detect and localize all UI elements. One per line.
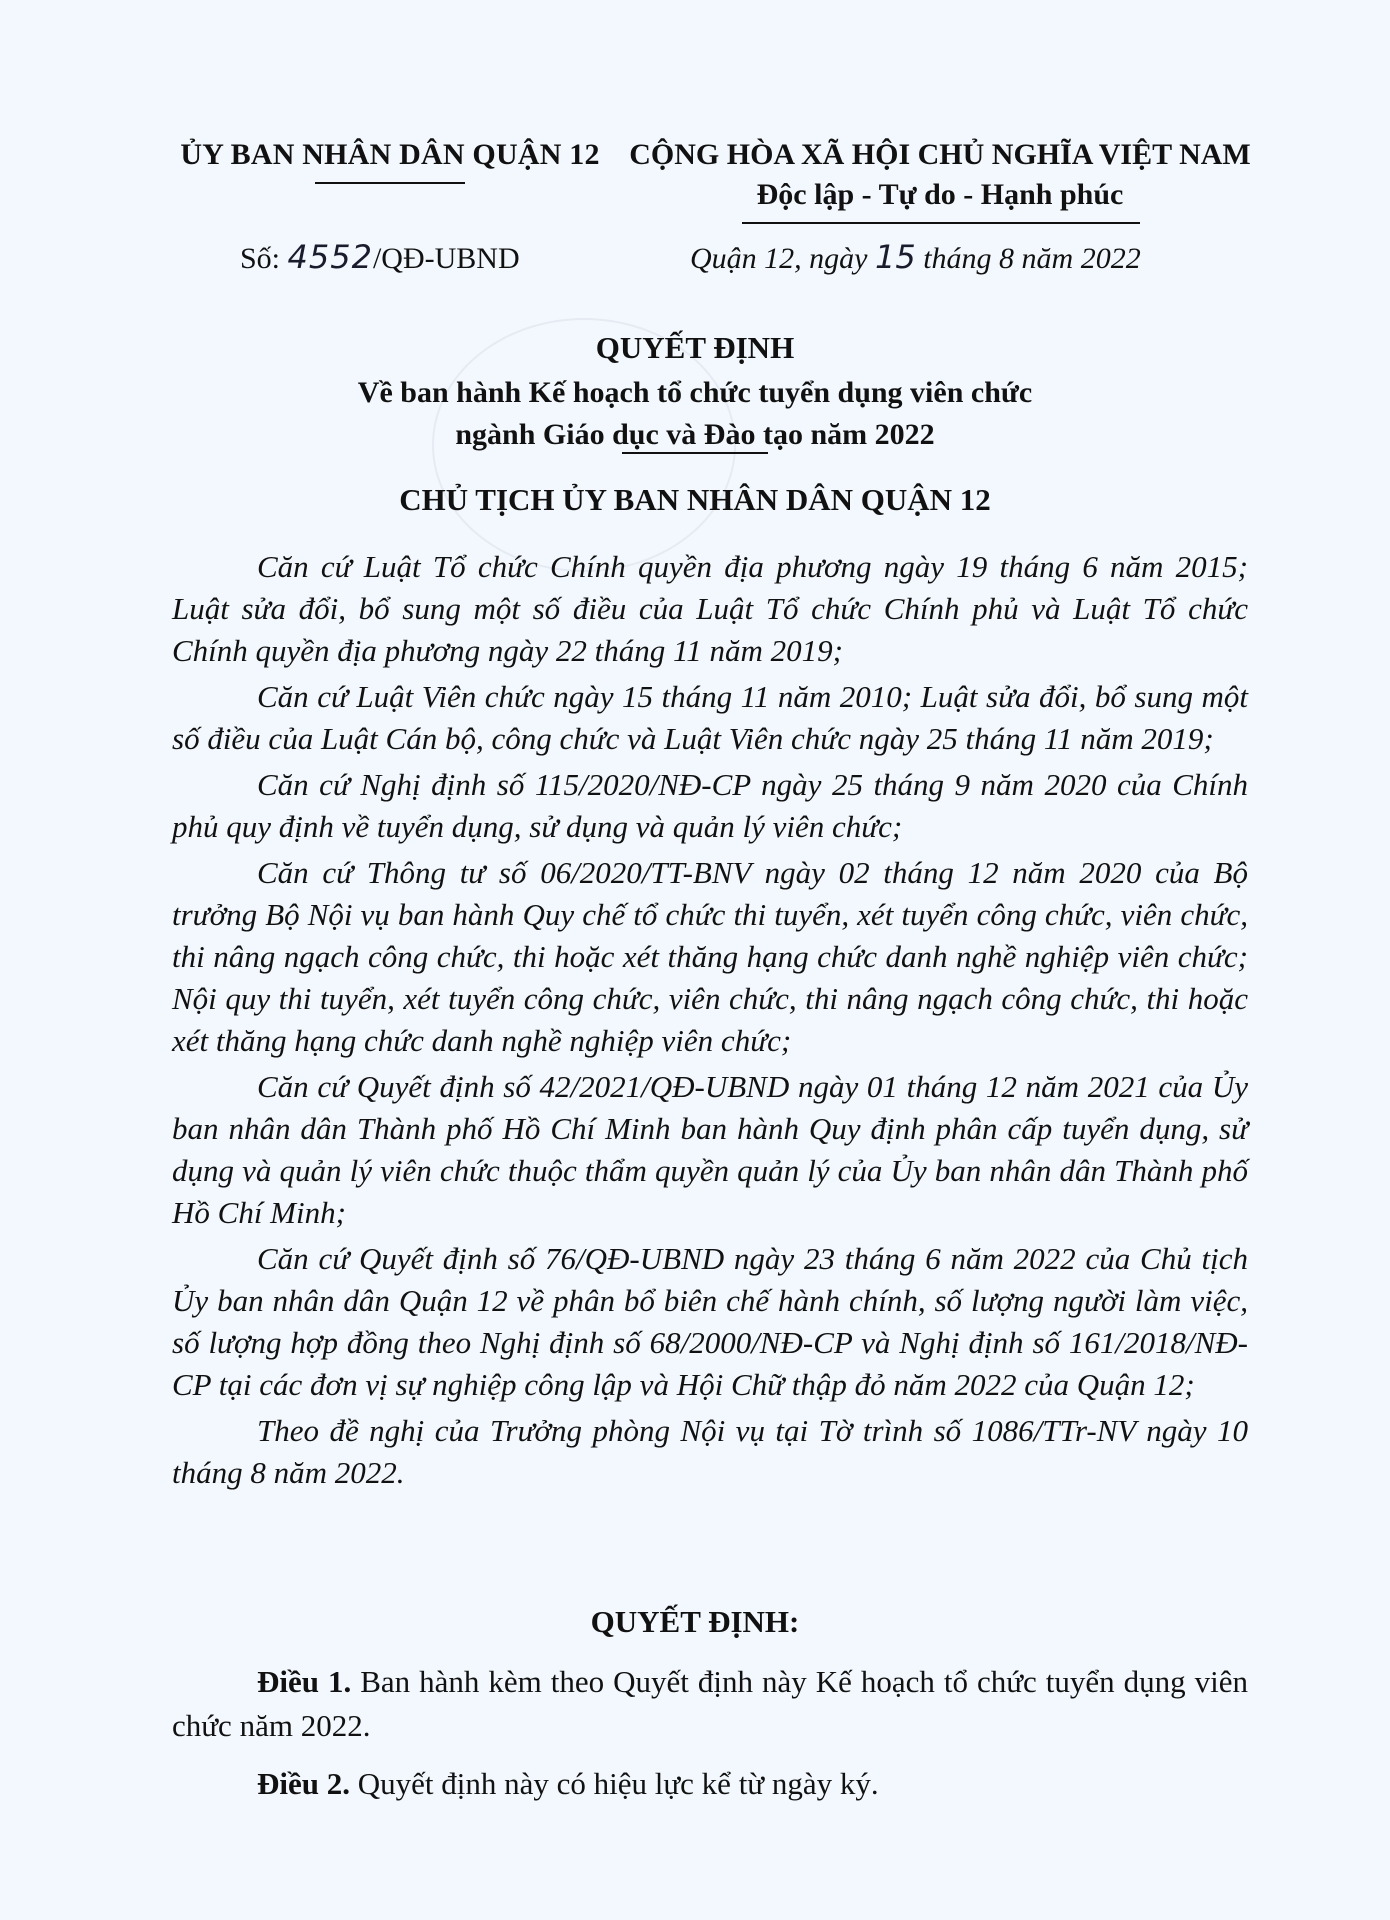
ground-paragraph: Căn cứ Quyết định số 76/QĐ-UBND ngày 23 tháng 6 năm 2022 của Chủ tịch Ủy ban nhân dân Quận 12 về phân bổ biên chế hành chính, số lượng người làm việc, số lượng hợp đồng theo Nghị định số 68/2000/NĐ-CP và Nghị định số 161/2018/NĐ-CP tại các đơn vị sự nghiệp công lập và Hội Chữ thập đỏ năm 2022 của Quận 12; bbox=[172, 1241, 1248, 1402]
ground-paragraph: Căn cứ Quyết định số 42/2021/QĐ-UBND ngày 01 tháng 12 năm 2021 của Ủy ban nhân dân Thành phố Hồ Chí Minh ban hành Quy định phân cấp tuyển dụng, sử dụng và quản lý viên chức thuộc thẩm quyền quản lý của Ủy ban nhân dân Thành phố Hồ Chí Minh; bbox=[172, 1069, 1248, 1230]
ground-paragraph: Căn cứ Luật Tổ chức Chính quyền địa phương ngày 19 tháng 6 năm 2015; Luật sửa đổi, bổ sung một số điều của Luật Tổ chức Chính phủ và Luật Tổ chức Chính quyền địa phương ngày 22 tháng 11 năm 2019; bbox=[172, 549, 1248, 668]
ground-paragraph: Căn cứ Nghị định số 115/2020/NĐ-CP ngày 25 tháng 9 năm 2020 của Chính phủ quy định về tuyển dụng, sử dụng và quản lý viên chức; bbox=[172, 767, 1248, 844]
document-number bbox=[240, 238, 520, 276]
article-label: Điều 1. bbox=[257, 1664, 352, 1699]
legal-grounds bbox=[172, 546, 1248, 1494]
ground-paragraph: Theo đề nghị của Trưởng phòng Nội vụ tại Tờ trình số 1086/TTr-NV ngày 10 tháng 8 năm 2022. bbox=[172, 1413, 1248, 1490]
handwritten-number: 4552 bbox=[287, 238, 373, 276]
document-date bbox=[690, 238, 1141, 276]
national-motto: Độc lập - Tự do - Hạnh phúc bbox=[756, 178, 1124, 211]
agency-underline bbox=[315, 182, 465, 184]
article-label: Điều 2. bbox=[257, 1766, 350, 1801]
article-text: Quyết định này có hiệu lực kể từ ngày ký. bbox=[357, 1766, 879, 1801]
handwritten-day: 15 bbox=[874, 238, 916, 276]
date-prefix: Quận 12, ngày bbox=[690, 242, 868, 275]
issuing-agency bbox=[170, 138, 610, 172]
title-line-2: Về ban hành Kế hoạch tổ chức tuyển dụng viên chức bbox=[357, 376, 1033, 409]
articles bbox=[172, 1660, 1248, 1806]
number-prefix: Số: bbox=[240, 242, 281, 275]
number-suffix: /QĐ-UBND bbox=[372, 242, 520, 275]
ground-paragraph: Căn cứ Luật Viên chức ngày 15 tháng 11 năm 2010; Luật sửa đổi, bổ sung một số điều của Luật Cán bộ, công chức và Luật Viên chức ngày 25 tháng 11 năm 2019; bbox=[172, 679, 1248, 756]
date-suffix: tháng 8 năm 2022 bbox=[923, 242, 1141, 275]
title-line-1: QUYẾT ĐỊNH bbox=[595, 330, 795, 365]
article-2 bbox=[172, 1762, 1248, 1806]
title-line-3: ngành Giáo dục và Đào tạo năm 2022 bbox=[455, 418, 935, 451]
article-1 bbox=[172, 1660, 1248, 1748]
article-text: Ban hành kèm theo Quyết định này Kế hoạch tổ chức tuyển dụng viên chức năm 2022. bbox=[172, 1664, 1249, 1743]
decision-title bbox=[250, 330, 1140, 452]
agency-name: ỦY BAN NHÂN DÂN QUẬN 12 bbox=[180, 138, 600, 171]
ground-paragraph: Căn cứ Thông tư số 06/2020/TT-BNV ngày 02 tháng 12 năm 2020 của Bộ trưởng Bộ Nội vụ ban hành Quy chế tổ chức thi tuyển, xét tuyển công chức, viên chức, thi nâng ngạch công chức, thi hoặc xét thăng hạng chức danh nghề nghiệp viên chức; Nội quy thi tuyển, xét tuyển công chức, viên chức, thi nâng ngạch công chức, thi hoặc xét thăng hạng chức danh nghề nghiệp viên chức; bbox=[172, 855, 1248, 1058]
motto-underline bbox=[742, 222, 1140, 224]
decision-heading: QUYẾT ĐỊNH: bbox=[590, 1604, 800, 1639]
country-name: CỘNG HÒA XÃ HỘI CHỦ NGHĨA VIỆT NAM bbox=[629, 138, 1251, 171]
chairman-heading: CHỦ TỊCH ỦY BAN NHÂN DÂN QUẬN 12 bbox=[399, 482, 991, 517]
title-underline bbox=[622, 452, 768, 454]
national-heading bbox=[615, 138, 1265, 212]
